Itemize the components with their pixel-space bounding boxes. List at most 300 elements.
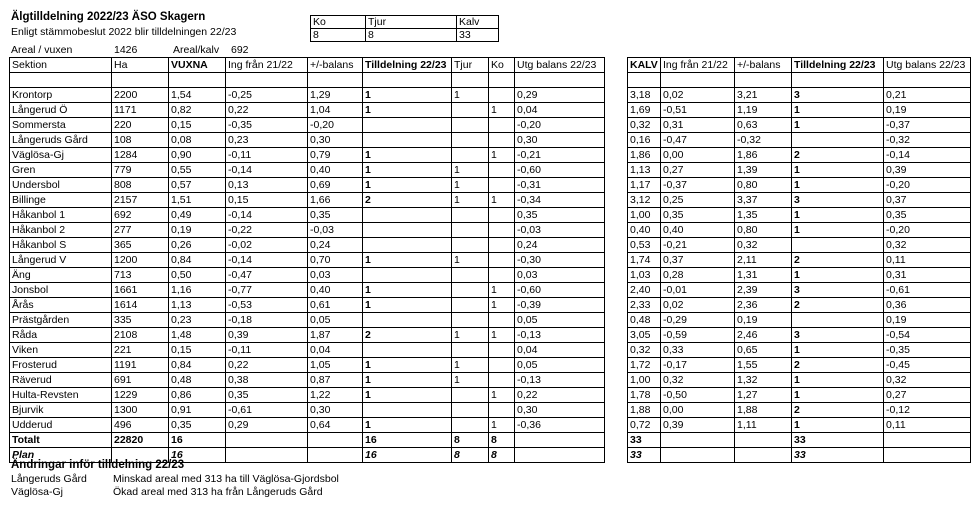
table-cell: 0,40 <box>628 223 661 238</box>
total-cell <box>226 433 308 448</box>
table-cell: 779 <box>112 163 169 178</box>
table-row <box>10 118 605 133</box>
table-row <box>10 223 605 238</box>
table-cell: 2 <box>363 193 452 208</box>
table-cell: 1,88 <box>735 403 792 418</box>
table-cell <box>363 118 452 133</box>
table-cell: 2,40 <box>628 283 661 298</box>
table-cell: 0,35 <box>515 208 605 223</box>
table-cell: 221 <box>112 343 169 358</box>
table-cell: 1,86 <box>628 148 661 163</box>
table-cell: 0,29 <box>515 88 605 103</box>
total-cell <box>515 433 605 448</box>
table-cell <box>489 88 515 103</box>
table-cell: 1,39 <box>735 163 792 178</box>
table-cell: Långeruds Gård <box>10 133 112 148</box>
table-cell: 0,02 <box>661 298 735 313</box>
table-cell: 1,04 <box>308 103 363 118</box>
table-cell <box>489 208 515 223</box>
table-cell: 0,31 <box>661 118 735 133</box>
table-cell: 1 <box>452 88 489 103</box>
table-cell: -0,13 <box>515 328 605 343</box>
table-row <box>628 118 971 133</box>
plan-cell: 16 <box>169 448 226 463</box>
table-cell: 0,39 <box>884 163 971 178</box>
table-cell: -0,60 <box>515 163 605 178</box>
table-cell: 1,48 <box>169 328 226 343</box>
table-cell: 0,24 <box>308 238 363 253</box>
column-header: Tilldelning 22/23 <box>792 58 884 73</box>
table-cell: 0,35 <box>661 208 735 223</box>
empty-cell <box>792 73 884 88</box>
table-cell: 1,19 <box>735 103 792 118</box>
table-cell <box>452 388 489 403</box>
table-cell: 3 <box>792 328 884 343</box>
table-cell <box>489 133 515 148</box>
table-cell <box>489 238 515 253</box>
table-cell: 3 <box>792 193 884 208</box>
table-cell <box>452 103 489 118</box>
table-cell: 0,32 <box>628 343 661 358</box>
table-cell: 0,11 <box>884 418 971 433</box>
table-cell <box>489 268 515 283</box>
table-cell: 2 <box>792 403 884 418</box>
empty-cell <box>226 73 308 88</box>
table-cell: 1 <box>792 163 884 178</box>
table-cell: 1,16 <box>169 283 226 298</box>
table-cell <box>489 358 515 373</box>
table-cell <box>452 418 489 433</box>
table-row <box>10 283 605 298</box>
table-cell: 1,51 <box>169 193 226 208</box>
table-cell: 0,79 <box>308 148 363 163</box>
table-cell: Håkanbol S <box>10 238 112 253</box>
table-cell: 0,03 <box>308 268 363 283</box>
note-item <box>11 486 339 499</box>
table-row <box>628 298 971 313</box>
table-cell: 1,32 <box>735 373 792 388</box>
table-row <box>10 193 605 208</box>
table-cell: 0,63 <box>735 118 792 133</box>
table-cell: -0,47 <box>226 268 308 283</box>
table-cell: 1 <box>792 208 884 223</box>
table-cell: 0,03 <box>515 268 605 283</box>
plan-cell: Plan <box>10 448 112 463</box>
table-cell <box>363 403 452 418</box>
table-cell: -0,60 <box>515 283 605 298</box>
table-row <box>10 238 605 253</box>
table-cell <box>452 118 489 133</box>
plan-cell: 16 <box>363 448 452 463</box>
table-cell: 1,54 <box>169 88 226 103</box>
table-cell: 0,22 <box>515 388 605 403</box>
column-header: Sektion <box>10 58 112 73</box>
table-row <box>10 148 605 163</box>
changes-notes <box>11 459 339 499</box>
table-row <box>10 328 605 343</box>
table-cell: 0,05 <box>515 313 605 328</box>
table-cell: -0,34 <box>515 193 605 208</box>
table-cell <box>452 298 489 313</box>
table-cell: 0,91 <box>169 403 226 418</box>
plan-cell <box>884 448 971 463</box>
table-cell: 1191 <box>112 358 169 373</box>
empty-cell <box>489 73 515 88</box>
plan-cell: 8 <box>489 448 515 463</box>
table-cell: 0,15 <box>169 343 226 358</box>
table-cell: 0,35 <box>308 208 363 223</box>
table-cell: -0,14 <box>226 208 308 223</box>
empty-cell <box>515 73 605 88</box>
table-cell: 0,30 <box>308 133 363 148</box>
table-cell: 1 <box>489 328 515 343</box>
table-cell: 0,80 <box>735 223 792 238</box>
table-cell: 0,29 <box>226 418 308 433</box>
table-row <box>628 418 971 433</box>
table-cell: -0,35 <box>884 343 971 358</box>
table-row <box>10 268 605 283</box>
table-cell <box>452 313 489 328</box>
table-cell: 3,18 <box>628 88 661 103</box>
table-cell: 0,26 <box>169 238 226 253</box>
empty-cell <box>452 73 489 88</box>
table-cell <box>452 403 489 418</box>
table-cell: 2,11 <box>735 253 792 268</box>
table-cell: 2,39 <box>735 283 792 298</box>
table-row <box>10 253 605 268</box>
table-cell: 1 <box>363 358 452 373</box>
table-cell: 0,72 <box>628 418 661 433</box>
table-cell: 1 <box>489 103 515 118</box>
table-cell: 1661 <box>112 283 169 298</box>
total-row <box>628 433 971 448</box>
table-cell: 1,86 <box>735 148 792 163</box>
table-cell: 1 <box>489 193 515 208</box>
table-cell <box>452 223 489 238</box>
table-cell: 0,40 <box>661 223 735 238</box>
table-row <box>628 343 971 358</box>
table-cell: 1 <box>792 223 884 238</box>
table-cell: 0,24 <box>515 238 605 253</box>
table-cell: -0,25 <box>226 88 308 103</box>
table-cell: 0,48 <box>628 313 661 328</box>
table-cell: 2 <box>792 148 884 163</box>
table-cell: 0,80 <box>735 178 792 193</box>
table-row <box>628 268 971 283</box>
column-header: +/-balans <box>735 58 792 73</box>
table-cell: 0,27 <box>884 388 971 403</box>
table-cell: -0,22 <box>226 223 308 238</box>
table-cell <box>489 118 515 133</box>
table-cell: Prästgården <box>10 313 112 328</box>
table-cell: 1 <box>489 418 515 433</box>
table-cell: -0,18 <box>226 313 308 328</box>
table-cell <box>363 223 452 238</box>
empty-cell <box>308 73 363 88</box>
table-cell: -0,02 <box>226 238 308 253</box>
table-cell: -0,77 <box>226 283 308 298</box>
table-row <box>628 88 971 103</box>
table-row <box>628 283 971 298</box>
table-cell <box>452 148 489 163</box>
table-cell: 1 <box>363 253 452 268</box>
table-cell: 0,00 <box>661 148 735 163</box>
table-row <box>10 298 605 313</box>
table-cell: Frosterud <box>10 358 112 373</box>
table-row <box>10 208 605 223</box>
table-cell <box>489 178 515 193</box>
column-header: Ing från 21/22 <box>661 58 735 73</box>
table-cell: 0,39 <box>661 418 735 433</box>
table-cell: 2 <box>792 298 884 313</box>
table-cell: 1 <box>452 253 489 268</box>
table-cell: 0,19 <box>735 313 792 328</box>
page-title: Älgtilldelning 2022/23 ÄSO Skagern <box>11 11 206 23</box>
column-header: KALV <box>628 58 661 73</box>
table-cell: -0,59 <box>661 328 735 343</box>
table-cell: 0,35 <box>884 208 971 223</box>
table-cell: 1 <box>452 178 489 193</box>
table-cell <box>489 163 515 178</box>
table-cell: Hulta-Revsten <box>10 388 112 403</box>
table-cell: Jonsbol <box>10 283 112 298</box>
table-cell: 0,53 <box>628 238 661 253</box>
table-row <box>628 373 971 388</box>
table-cell: 0,38 <box>226 373 308 388</box>
table-cell: Håkanbol 2 <box>10 223 112 238</box>
table-cell: -0,20 <box>884 223 971 238</box>
plan-cell <box>735 448 792 463</box>
table-cell: 1,88 <box>628 403 661 418</box>
table-cell: -0,32 <box>735 133 792 148</box>
table-cell: -0,20 <box>308 118 363 133</box>
table-row <box>628 403 971 418</box>
total-cell <box>735 433 792 448</box>
table-cell: 1171 <box>112 103 169 118</box>
table-cell: 1,22 <box>308 388 363 403</box>
table-row <box>10 358 605 373</box>
table-cell <box>363 208 452 223</box>
table-cell: 0,30 <box>515 133 605 148</box>
table-cell: 0,22 <box>226 103 308 118</box>
table-row <box>628 328 971 343</box>
table-cell: 0,32 <box>884 373 971 388</box>
table-cell: 1 <box>792 373 884 388</box>
table-cell: 2 <box>792 253 884 268</box>
table-cell: 0,87 <box>308 373 363 388</box>
table-cell: 0,37 <box>661 253 735 268</box>
table-cell <box>452 238 489 253</box>
table-row <box>10 418 605 433</box>
table-cell: 1 <box>363 178 452 193</box>
table-cell: 1 <box>792 268 884 283</box>
note-text: Minskad areal med 313 ha till Väglösa-Gjordsbol <box>113 473 339 485</box>
table-cell: 0,04 <box>308 343 363 358</box>
table-cell: 691 <box>112 373 169 388</box>
table-cell: 0,82 <box>169 103 226 118</box>
table-cell: 713 <box>112 268 169 283</box>
total-cell <box>308 433 363 448</box>
table-cell: 0,32 <box>884 238 971 253</box>
column-header: Tjur <box>452 58 489 73</box>
areal-vuxen-value: 1426 <box>114 44 138 56</box>
table-cell: -0,20 <box>515 118 605 133</box>
table-cell: 0,32 <box>661 373 735 388</box>
table-row <box>628 163 971 178</box>
table-cell: 220 <box>112 118 169 133</box>
table-cell: 1 <box>363 373 452 388</box>
table-cell: 0,48 <box>169 373 226 388</box>
table-cell: 1,74 <box>628 253 661 268</box>
table-cell: 0,04 <box>515 343 605 358</box>
table-cell: 1,29 <box>308 88 363 103</box>
table-cell: 0,32 <box>735 238 792 253</box>
table-row <box>628 193 971 208</box>
table-cell: 0,30 <box>515 403 605 418</box>
table-cell: 0,37 <box>884 193 971 208</box>
header-row <box>10 58 605 73</box>
table-cell: 2200 <box>112 88 169 103</box>
table-cell: 2108 <box>112 328 169 343</box>
spacer-row <box>628 73 971 88</box>
total-cell: 16 <box>169 433 226 448</box>
table-cell: 1,78 <box>628 388 661 403</box>
table-row <box>628 148 971 163</box>
empty-cell <box>661 73 735 88</box>
column-header: Ko <box>489 58 515 73</box>
table-cell: 1,03 <box>628 268 661 283</box>
table-cell: -0,14 <box>226 163 308 178</box>
table-cell: 0,64 <box>308 418 363 433</box>
table-cell: 1229 <box>112 388 169 403</box>
table-row <box>10 403 605 418</box>
table-cell: 0,05 <box>515 358 605 373</box>
table-cell: 0,39 <box>226 328 308 343</box>
column-header: Ing från 21/22 <box>226 58 308 73</box>
table-cell: -0,45 <box>884 358 971 373</box>
table-cell: 0,32 <box>628 118 661 133</box>
total-cell: 8 <box>452 433 489 448</box>
table-cell: 1,13 <box>628 163 661 178</box>
table-cell: -0,51 <box>661 103 735 118</box>
empty-cell <box>10 73 112 88</box>
table-row <box>628 238 971 253</box>
table-cell: Viken <box>10 343 112 358</box>
table-row <box>10 163 605 178</box>
table-cell: Väglösa-Gj <box>10 148 112 163</box>
empty-cell <box>169 73 226 88</box>
table-cell: 3,21 <box>735 88 792 103</box>
table-cell: 1,17 <box>628 178 661 193</box>
table-cell: -0,61 <box>226 403 308 418</box>
spacer-row <box>10 73 605 88</box>
table-cell: -0,03 <box>515 223 605 238</box>
table-cell <box>792 313 884 328</box>
table-cell: 0,05 <box>308 313 363 328</box>
table-cell: 0,11 <box>884 253 971 268</box>
table-cell <box>489 343 515 358</box>
table-cell: 692 <box>112 208 169 223</box>
table-row <box>628 388 971 403</box>
areal-vuxen-label: Areal / vuxen <box>11 44 73 56</box>
table-cell: 1,72 <box>628 358 661 373</box>
table-cell: 1,11 <box>735 418 792 433</box>
table-cell <box>363 313 452 328</box>
table-cell: 1 <box>792 388 884 403</box>
note-text: Ökad areal med 313 ha från Långeruds Gård <box>113 486 323 498</box>
table-cell: 0,25 <box>661 193 735 208</box>
table-cell <box>792 133 884 148</box>
table-cell: 0,23 <box>226 133 308 148</box>
total-cell: 33 <box>792 433 884 448</box>
table-cell: 1,69 <box>628 103 661 118</box>
table-cell: 1 <box>489 148 515 163</box>
table-cell: 1 <box>489 283 515 298</box>
table-cell: -0,12 <box>884 403 971 418</box>
table-cell: 1,00 <box>628 373 661 388</box>
column-header: Utg balans 22/23 <box>515 58 605 73</box>
table-cell: 0,02 <box>661 88 735 103</box>
table-cell: 1 <box>452 358 489 373</box>
table-cell: 0,65 <box>735 343 792 358</box>
page-subtitle: Enligt stämmobeslut 2022 blir tilldelningen 22/23 <box>11 26 237 38</box>
table-cell: 496 <box>112 418 169 433</box>
table-cell: 1 <box>792 343 884 358</box>
table-cell: 1 <box>363 388 452 403</box>
table-cell: 2 <box>363 328 452 343</box>
table-cell: 2,46 <box>735 328 792 343</box>
table-cell <box>489 403 515 418</box>
table-cell: 1 <box>363 148 452 163</box>
table-cell: -0,21 <box>661 238 735 253</box>
table-cell: 1 <box>363 88 452 103</box>
table-cell: 1 <box>792 103 884 118</box>
table-cell <box>452 133 489 148</box>
table-cell: -0,20 <box>884 178 971 193</box>
adult-allocation-table <box>9 57 605 463</box>
table-cell: -0,30 <box>515 253 605 268</box>
table-cell: -0,61 <box>884 283 971 298</box>
table-cell: 2,36 <box>735 298 792 313</box>
table-cell: 0,19 <box>169 223 226 238</box>
table-cell: 1,27 <box>735 388 792 403</box>
table-row <box>10 388 605 403</box>
total-cell <box>661 433 735 448</box>
table-cell: 3,12 <box>628 193 661 208</box>
table-cell: 0,08 <box>169 133 226 148</box>
table-row <box>628 313 971 328</box>
table-cell: 277 <box>112 223 169 238</box>
table-cell <box>452 283 489 298</box>
table-cell <box>489 313 515 328</box>
table-cell: Bjurvik <box>10 403 112 418</box>
empty-cell <box>884 73 971 88</box>
table-cell <box>363 238 452 253</box>
plan-cell <box>661 448 735 463</box>
table-cell: 0,55 <box>169 163 226 178</box>
table-cell: 0,33 <box>661 343 735 358</box>
table-cell: 1 <box>489 298 515 313</box>
table-cell: Äng <box>10 268 112 283</box>
table-cell: 1,00 <box>628 208 661 223</box>
table-cell: 0,04 <box>515 103 605 118</box>
table-cell: 1 <box>792 418 884 433</box>
table-cell: -0,21 <box>515 148 605 163</box>
table-cell: 0,27 <box>661 163 735 178</box>
table-cell <box>363 268 452 283</box>
header-row <box>628 58 971 73</box>
table-row <box>10 373 605 388</box>
